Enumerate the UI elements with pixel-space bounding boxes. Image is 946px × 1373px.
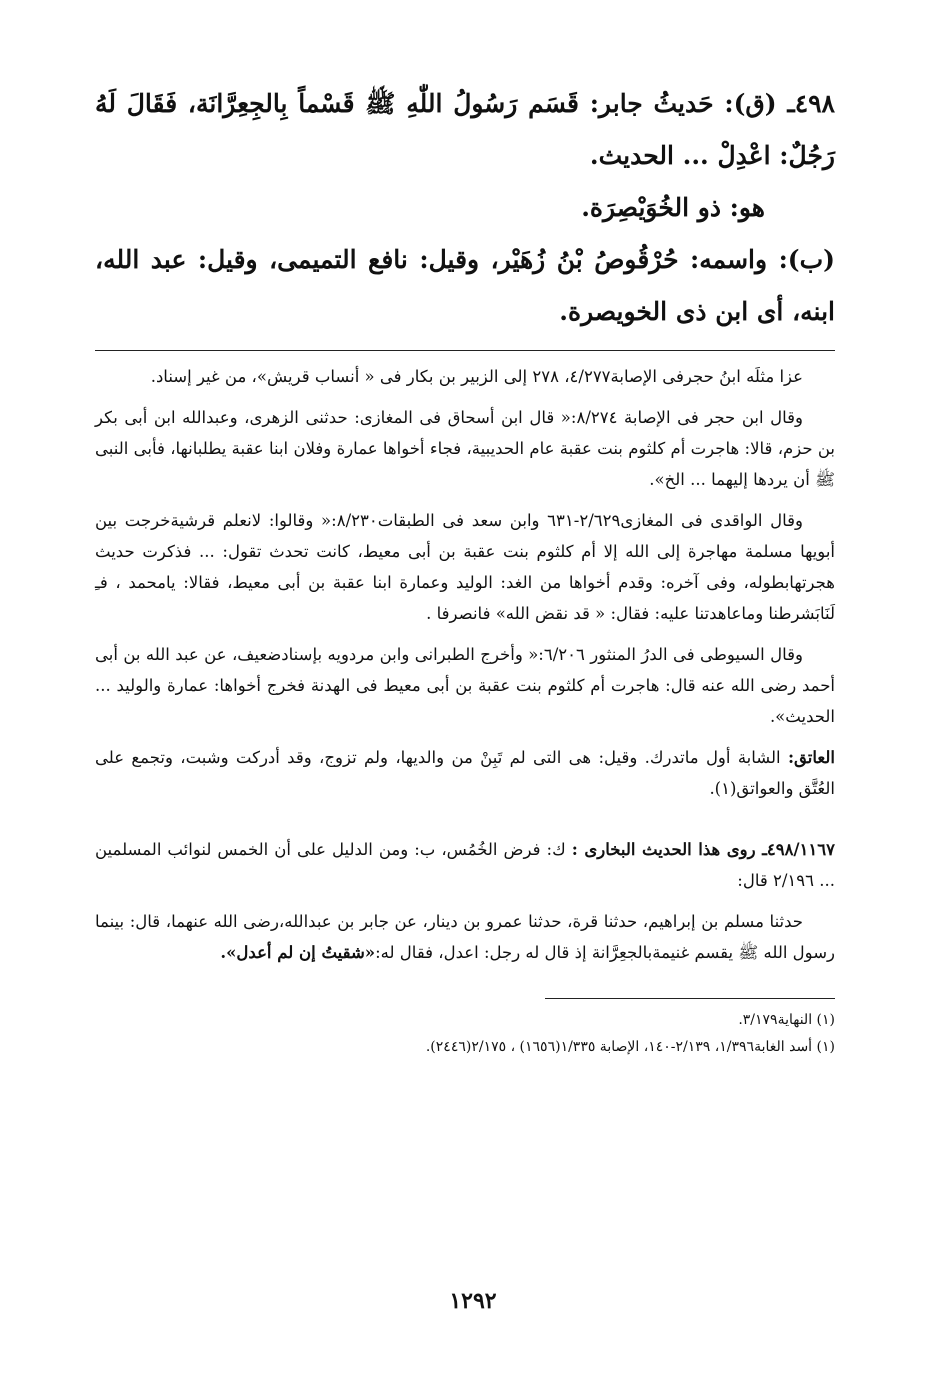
footnote-divider [545, 998, 835, 999]
definition-term: العاتق: [787, 748, 835, 767]
footnote-item: (١) أسد الغابة١/٣٩٦، ٢/١٣٩-١٤٠، الإصابة ١/٣٣٥(١٦٥٦) ، ٢/١٧٥(٢٤٤٦). [425, 1039, 835, 1055]
main-entry [95, 78, 835, 338]
bukhari-hadith-quote: «شقيتُ إن لم أعدل». [220, 943, 376, 962]
notes-section [95, 361, 835, 968]
page-number: ١٢٩٢ [449, 1288, 497, 1314]
bukhari-reference [95, 834, 835, 896]
bukhari-text: ك: فرض الخُمُس، ب: ومن الدليل على أن الخمس لنوائب المسلمين ... ٢/١٩٦ قال: [95, 840, 835, 890]
footnote-item: (١) النهاية٣/١٧٩. [738, 1012, 835, 1028]
note-paragraph: وقال السيوطى فى الدرُ المنثور ٦/٢٠٦:« وأخرج الطبرانى وابن مردويه بإسنادضعيف، عن عبد الله بن أبى أحمد رضى الله عنه قال: هاجرت أم كلثوم بنت عقبة بن أبى معيط فى الهدنة فخرج أخواها: عمارة والوليد ... الحديث». [95, 645, 835, 726]
bukhari-hadith [95, 906, 835, 968]
entry-answer: هو: ذو الخُوَيْصِرَة. [581, 193, 765, 222]
entry-name-note: (ب): واسمه: حُرْقُوصُ بْنُ زُهَيْر، وقيل: نافع التميمى، وقيل: عبد الله، ابنه، أى ابن ذى الخويصرة. [95, 245, 835, 326]
bukhari-lead: ٤٩٨/١١٦٧ـ روى هذا الحديث البخارى : [571, 840, 835, 859]
note-definition [95, 742, 835, 804]
entry-hadith-line: ٤٩٨ـ (ق): حَديثُ جابر: قَسَم رَسُولُ اللّٰهِ ﷺ قَسْماً بِالجِعِرَّانَة، فَقَالَ لَهُ رَجُلٌ: اعْدِلْ ... الحديث. [95, 89, 835, 170]
footnotes [95, 1007, 835, 1061]
main-divider [95, 350, 835, 351]
definition-text: الشابة أول ماتدرك. وقيل: هى التى لم تَبِنْ من والديها، ولم تزوج، وقد أدركت وشبت، وتجمع على العُتَّق والعواتق(١). [95, 748, 835, 798]
note-paragraph: وقال ابن حجر فى الإصابة ٨/٢٧٤:« قال ابن أسحاق فى المغازى: حدثنى الزهرى، وعبدالله ابن أبى بكر بن حزم، قالا: هاجرت أم كلثوم بنت عقبة عام الحديبية، فجاء أخواها عمارة وفلان ابنا عقبة يطلبانها، فأبى النبى ﷺ أن يردها إليهما ... الخ». [95, 408, 835, 489]
note-paragraph: وقال الواقدى فى المغازى٢/٦٢٩-٦٣١ وابن سعد فى الطبقات٨/٢٣٠:« وقالوا: لانعلم قرشيةخرجت بين أبويها مسلمة مهاجرة إلى الله إلا أم كلثوم بنت عقبة بن أبى معيط، كانت تحدث تقول: ... فذكرت حديث هجرتهابطوله، وفى آخره: وقدم أخواها من الغد: الوليد وعمارة ابنا عقبة بن أبى معيط، فقالا: يامحمد ، فـِ لَنَابَشرطنا وماعاهدتنا عليه: فقال: « قد نقض الله» فانصرفا . [95, 511, 835, 623]
page-body [95, 78, 835, 1061]
bukhari-hadith-text: حدثنا مسلم بن إبراهيم، حدثنا قرة، حدثنا عمرو بن دينار، عن جابر بن عبدالله،رضى الله عنهما، قال: بينما رسول الله ﷺ يقسم غنيمةبالجعِرَّانة إذ قال له رجل: اعدل، فقال له: [95, 912, 835, 962]
note-paragraph: عزا مثلَه ابنُ حجرفى الإصابة٤/٢٧٧، ٢٧٨ إلى الزبير بن بكار فى « أنساب قريش»، من غير إسناد. [150, 367, 803, 386]
